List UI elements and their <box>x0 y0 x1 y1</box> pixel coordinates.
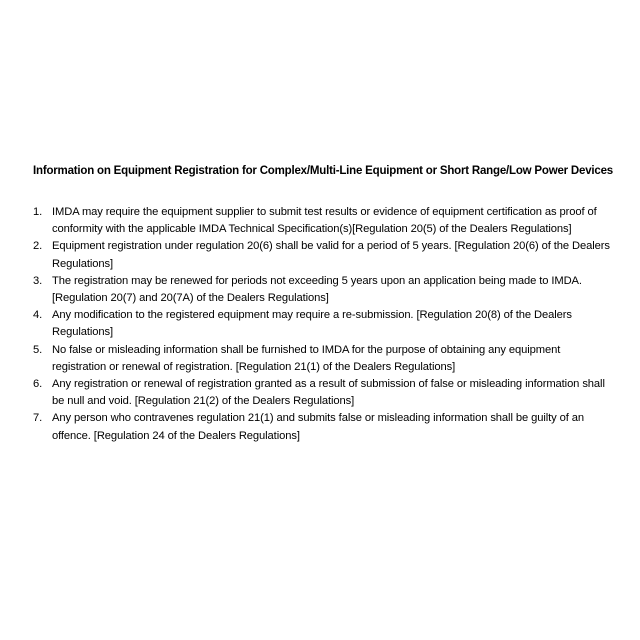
list-item <box>33 307 615 341</box>
numbered-list <box>33 204 615 445</box>
list-item <box>33 342 615 376</box>
list-item-text: Any person who contravenes regulation 21(1) and submits false or misleading information shall be guilty of an offence. [Regulation 24 of the Dealers Regulations] <box>52 412 584 442</box>
list-item-number: 2. <box>33 240 43 253</box>
list-item-number: 4. <box>33 309 43 322</box>
list-item-number: 6. <box>33 378 43 391</box>
list-item-text: IMDA may require the equipment supplier to submit test results or evidence of equipment certification as proof of conformity with the applicable IMDA Technical Specification(s)[Regulation 20(5) of the Dealers Regulations] <box>52 206 597 236</box>
list-item <box>33 273 615 307</box>
document-title: Information on Equipment Registration for Complex/Multi-Line Equipment or Short Range/Low Power Devices <box>33 165 613 177</box>
list-item-number: 7. <box>33 412 43 425</box>
list-item <box>33 410 615 444</box>
list-item-text: Any registration or renewal of registration granted as a result of submission of false or misleading information shall be null and void. [Regulation 21(2) of the Dealers Regulations] <box>52 378 605 408</box>
list-item-text: The registration may be renewed for periods not exceeding 5 years upon an application being made to IMDA. [Regulation 20(7) and 20(7A) of the Dealers Regulations] <box>52 274 582 305</box>
document-content <box>33 162 615 445</box>
list-item-number: 1. <box>33 206 43 218</box>
list-item-number: 3. <box>33 274 43 287</box>
list-item <box>33 238 615 272</box>
list-item-text: No false or misleading information shall be furnished to IMDA for the purpose of obtaining any equipment registration or renewal of registration. [Regulation 21(1) of the Dealers Regulations] <box>52 343 561 373</box>
list-item-text: Any modification to the registered equipment may require a re-submission. [Regulation 20(8) of the Dealers Regulations] <box>52 309 572 339</box>
list-item-number: 5. <box>33 343 43 356</box>
list-item <box>33 376 615 410</box>
list-item <box>33 204 615 238</box>
list-item-text: Equipment registration under regulation 20(6) shall be valid for a period of 5 years. [Regulation 20(6) of the Dealers Regulations] <box>52 240 610 270</box>
